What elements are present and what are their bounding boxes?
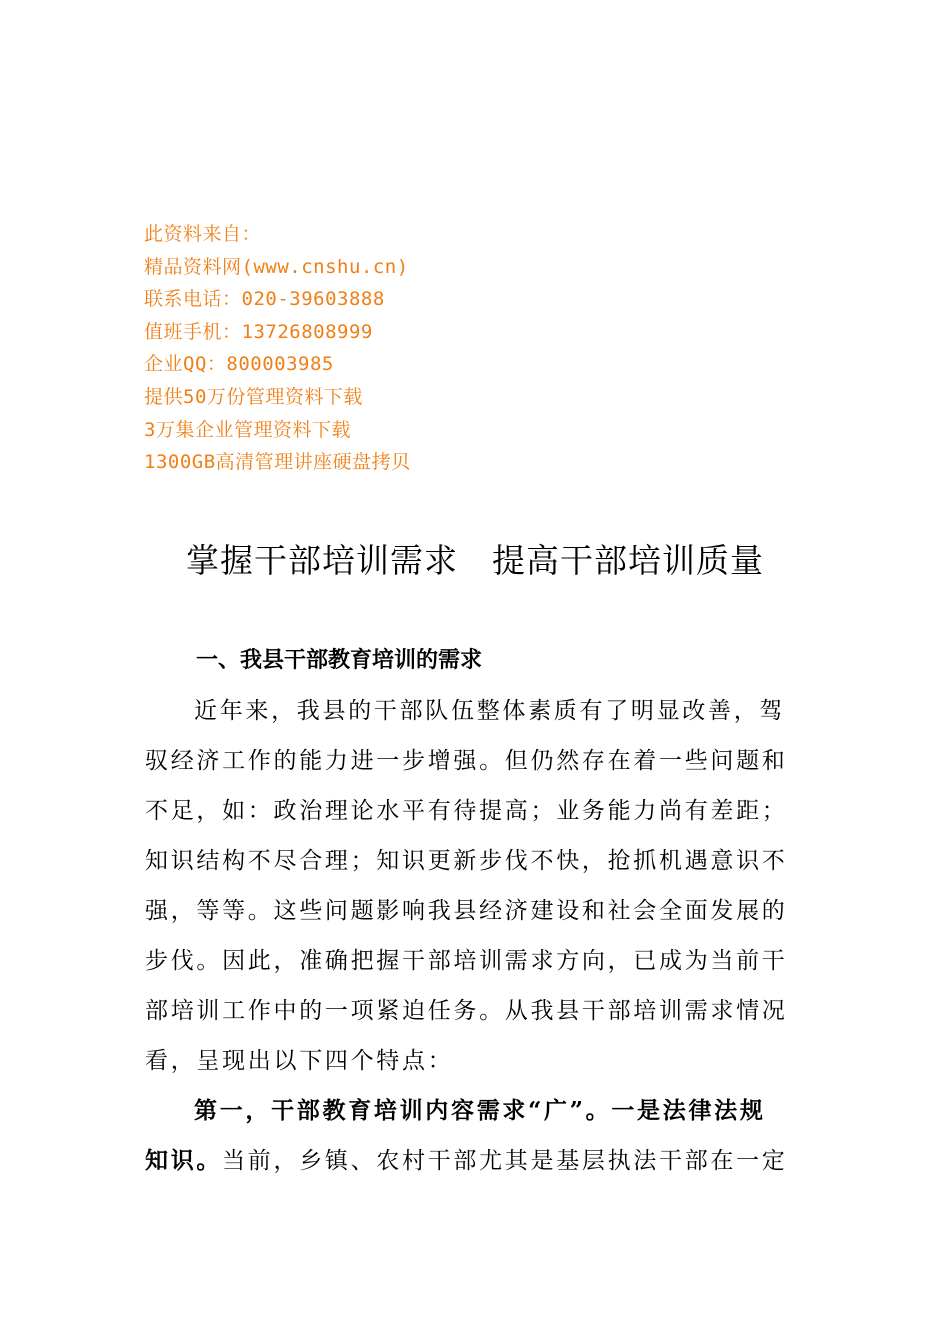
paragraph-line-bold: 第一，干部教育培训内容需求“广”。一是法律法规: [194, 1097, 766, 1124]
bold-lead-text: 知识。: [145, 1147, 223, 1174]
source-info-block: [144, 218, 664, 479]
source-offer-3: 1300GB高清管理讲座硬盘拷贝: [144, 451, 411, 474]
paragraph-line: 看，呈现出以下四个特点：: [145, 1048, 454, 1074]
source-mobile: 值班手机：13726808999: [144, 320, 373, 343]
source-qq: 企业QQ：800003985: [144, 353, 334, 376]
paragraph-line: [145, 1136, 805, 1186]
source-offer-1: 提供50万份管理资料下载: [144, 385, 363, 408]
paragraph-line: 步伐。因此，准确把握干部培训需求方向，已成为当前干: [145, 948, 788, 974]
source-label: 此资料来自：: [144, 223, 262, 245]
document-title: 掌握干部培训需求 提高干部培训质量: [186, 541, 764, 580]
body-text: [145, 686, 805, 1186]
paragraph-line: 近年来，我县的干部队伍整体素质有了明显改善，驾: [194, 698, 786, 724]
paragraph-line: 驭经济工作的能力进一步增强。但仍然存在着一些问题和: [145, 748, 788, 774]
source-website: 精品资料网(www.cnshu.cn): [144, 255, 409, 278]
paragraph-text: 当前，乡镇、农村干部尤其是基层执法干部在一定: [222, 1148, 788, 1174]
paragraph-line: 不足，如：政治理论水平有待提高；业务能力尚有差距；: [145, 798, 788, 824]
paragraph-line: 强，等等。这些问题影响我县经济建设和社会全面发展的: [145, 898, 788, 924]
source-phone: 联系电话：020-39603888: [144, 288, 385, 311]
section-heading: 一、我县干部教育培训的需求: [196, 648, 483, 673]
source-offer-2: 3万集企业管理资料下载: [144, 418, 351, 441]
paragraph-line: 知识结构不尽合理；知识更新步伐不快，抢抓机遇意识不: [145, 848, 788, 874]
paragraph-line: 部培训工作中的一项紧迫任务。从我县干部培训需求情况: [145, 998, 788, 1024]
